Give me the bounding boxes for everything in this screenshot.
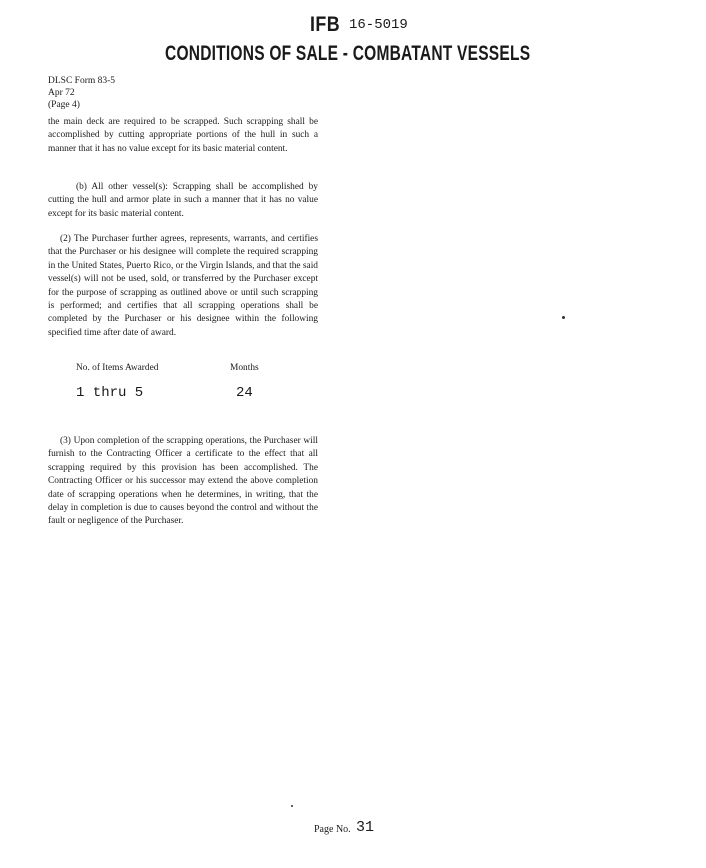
ifb-number: 16-5019: [349, 17, 408, 33]
paragraph-2-agreement: (2) The Purchaser further agrees, represents, warrants, and certifies that the Purchaser or his designee will complete the required scrapping in the United States, Puerto Rico, or the Virgin Islands, and that the said vessel(s) will not be used, sold, or transferred by the Purchaser except for the purpose of scrapping as outlined above or until such scrapping is performed; and certifies that all scrapping operations shall be completed by the Purchaser or his designee within the following specified time after date of award.: [48, 234, 318, 338]
page-number-value: 31: [356, 819, 375, 836]
items-awarded-value: 1 thru 5: [76, 385, 144, 401]
ifb-label: IFB: [310, 13, 341, 36]
paragraph-3-completion: (3) Upon completion of the scrapping operations, the Purchaser will furnish to the Contracting Officer a certificate to the effect that all scrapping required by this provision has been accomplished. The Contracting Officer or his successor may extend the above completion date of scrapping operations when he determines, in writing, that the delay in completion is due to causes beyond the control and without the fault or negligence of the Purchaser.: [48, 436, 318, 527]
form-date: Apr 72: [48, 88, 75, 98]
scan-speck: [562, 316, 565, 319]
form-number: DLSC Form 83-5: [48, 76, 116, 86]
scan-speck: [291, 805, 293, 807]
form-page-ref: (Page 4): [48, 100, 80, 110]
months-value: 24: [236, 385, 253, 401]
paragraph-b-other-vessels: (b) All other vessel(s): Scrapping shall be accomplished by cutting the hull and armor plate in such a manner that it has no value except for its basic material content.: [48, 182, 318, 219]
paragraph-scrapping-continued: the main deck are required to be scrapped. Such scrapping shall be accomplished by cutting appropriate portions of the hull in such a manner that it has no value except for its basic material content.: [48, 117, 318, 154]
document-title: CONDITIONS OF SALE - COMBATANT VESSELS: [165, 42, 531, 65]
items-awarded-header: No. of Items Awarded: [76, 363, 159, 373]
months-header: Months: [230, 363, 259, 373]
page-number-label: Page No.: [314, 824, 351, 835]
